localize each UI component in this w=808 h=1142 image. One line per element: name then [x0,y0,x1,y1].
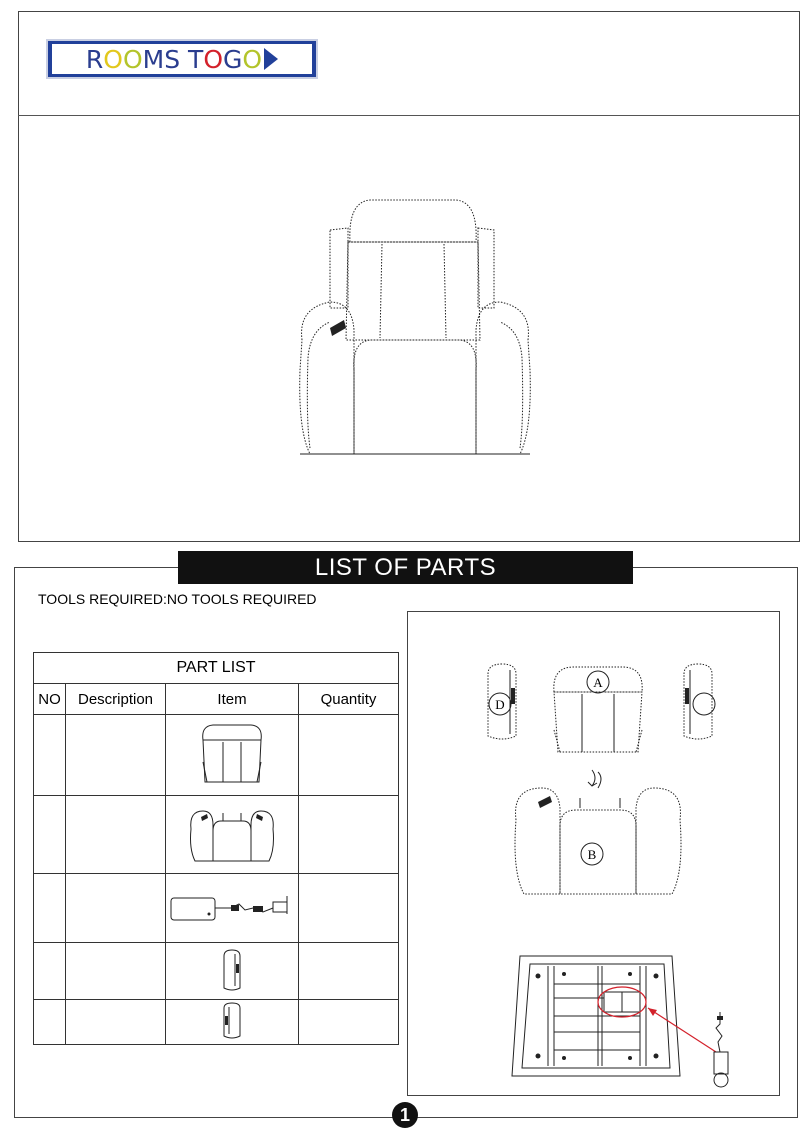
label-b: B [587,847,597,862]
logo-wordmark [52,44,312,74]
column-header-description: Description [66,684,166,715]
part-no-cell [34,1000,66,1045]
part-quantity-cell [299,874,399,943]
part-description-cell [66,715,166,796]
part-description-cell [66,1000,166,1045]
part-quantity-cell [299,715,399,796]
chair-back-left-panel [330,228,348,308]
power-adapter-icon [169,890,295,926]
part-quantity-cell [299,796,399,874]
part-no-cell [34,943,66,1000]
logo-o-red: O [203,44,224,74]
part-item-cell [166,874,299,943]
part-no-cell [34,796,66,874]
chair-back [346,242,480,340]
logo-arrow-icon [264,48,278,70]
part-description-cell [66,874,166,943]
part-list-header-row [34,684,399,715]
recliner-chair-illustration [290,190,540,460]
logo-text-1: R [85,44,104,74]
part-no-cell [34,874,66,943]
logo-o-yellow: O [103,44,123,74]
backrest-icon [197,722,267,788]
table-row [34,715,399,796]
chair-control-panel-icon [330,320,346,336]
part-list-title-row [34,653,399,684]
part-item-cell [166,715,299,796]
assembly-arrow-icon-2 [598,772,601,788]
column-header-quantity: Quantity [299,684,399,715]
logo-o-green: O [122,44,143,74]
chair-headrest [350,200,476,242]
left-armrest-icon [220,948,244,994]
seat-base-b-drawing [515,788,681,894]
seat-base-icon [187,803,277,867]
table-row [34,796,399,874]
assembly-arrow-icon [588,770,597,786]
underside-frame-drawing [512,956,680,1076]
part-list-title: PART LIST [34,653,399,684]
part-item-cell [166,796,299,874]
label-a: A [593,675,603,690]
right-armrest-icon [220,1002,244,1042]
column-header-item: Item [166,684,299,715]
table-row [34,1000,399,1045]
part-description-cell [66,943,166,1000]
part-quantity-cell [299,1000,399,1045]
part-item-cell [166,1000,299,1045]
part-description-cell [66,796,166,874]
table-row [34,874,399,943]
rooms-to-go-logo [46,39,318,79]
part-item-cell [166,943,299,1000]
part-quantity-cell [299,943,399,1000]
chair-back-right-panel [478,228,494,308]
chair-back-seams [380,244,446,338]
tools-required-value: NO TOOLS REQUIRED [166,591,317,607]
chair-left-arm-inner [307,322,330,448]
logo-text-2: MS T [142,44,204,74]
connector-pointer-line [648,1008,716,1052]
chair-right-arm-inner [500,322,523,448]
header-divider [18,115,800,116]
tools-required-line [38,591,317,607]
label-d: D [495,697,505,712]
connector-arrowhead-icon [648,1008,657,1016]
power-adapter-drawing [714,1012,728,1087]
table-row [34,943,399,1000]
chair-seat [354,340,476,454]
logo-o-green-2: O [242,44,263,74]
list-of-parts-banner: LIST OF PARTS [178,551,633,584]
tools-required-label: TOOLS REQUIRED: [38,591,167,607]
part-list-table [33,652,399,1045]
column-header-no: NO [34,684,66,715]
armrest-right-drawing [684,664,715,739]
part-no-cell [34,715,66,796]
page-number-badge: 1 [392,1102,418,1128]
assembly-diagram [408,612,778,1094]
logo-text-3: G [223,44,243,74]
